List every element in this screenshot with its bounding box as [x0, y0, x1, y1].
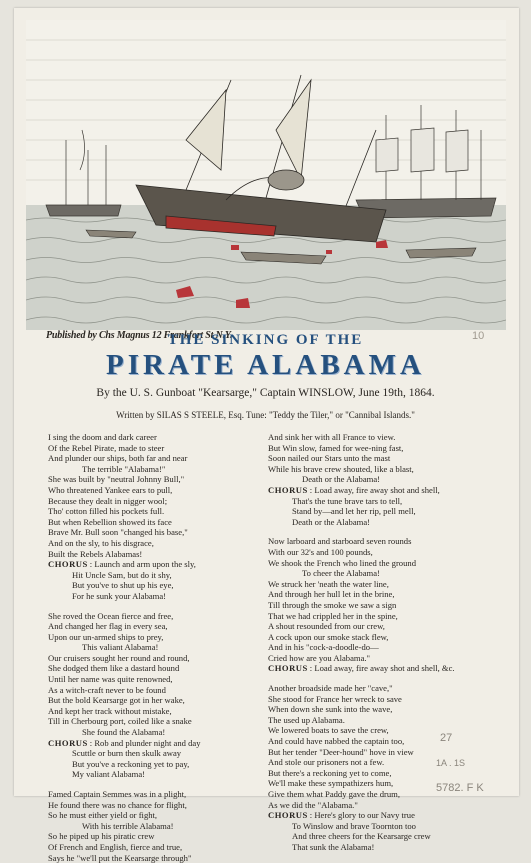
verse-line: Brave Mr. Bull soon "changed his base," — [48, 527, 188, 538]
verse-line: But you've to shut up his eye, — [72, 580, 174, 591]
verse-line: Of French and English, fierce and true, — [48, 841, 183, 852]
publisher-imprint: Published by Chs Magnus 12 Frankfort St N.Y. — [46, 330, 233, 341]
stanza-gap — [48, 602, 260, 611]
verse-line: For he sunk your Alabama! — [72, 590, 167, 601]
verse-line: Death or the Alabama! — [302, 474, 381, 485]
verse-line: My valiant Alabama! — [72, 769, 146, 780]
verse-line: He found there was no chance for flight, — [48, 799, 187, 810]
verse-line: And on the sly, to his disgrace, — [48, 537, 154, 548]
verse-line: And in his "cock-a-doodle-do— — [268, 642, 379, 653]
verse-line: We struck her 'neath the water line, — [268, 578, 389, 589]
verse-line: But the bold Kearsarge got in her wake, — [48, 695, 185, 706]
verse-line: To cheer the Alabama! — [302, 568, 380, 579]
verse-line: As we did the "Alabama." — [268, 799, 358, 810]
verse-line: Upon our un-armed ships to prey, — [48, 631, 164, 642]
verse-line: Now larboard and starboard seven rounds — [268, 536, 412, 547]
verse-line: With his terrible Alabama! — [82, 820, 174, 831]
verse-line: Stand by—and let her rip, pell mell, — [292, 506, 416, 517]
verse-line: I sing the doom and dark career — [48, 432, 157, 442]
pencil-mark-1: 27 — [440, 732, 453, 744]
verse-line: She found the Alabama! — [82, 727, 166, 738]
page-number: 10 — [472, 330, 485, 342]
verse-line: Who threatened Yankee ears to pull, — [48, 484, 173, 495]
verse-line: Says he "we'll put the Kearsarge through" — [48, 852, 192, 863]
verse-line: Hit Uncle Sam, but do it shy, — [72, 569, 172, 580]
chorus-line: CHORUS : Load away, fire away shot and shell, — [268, 484, 440, 495]
verse-line: We'll make these sympathizers hum, — [268, 778, 394, 789]
verse-line: The terrible "Alabama!" — [82, 463, 166, 474]
verse-line: Till through the smoke we saw a sign — [268, 599, 397, 610]
verse-line: Give them what Paddy gave the drum, — [268, 789, 400, 799]
verse-line: But when Rebellion showed its face — [48, 516, 172, 527]
verse-line: And plunder our ships, both far and near — [48, 453, 188, 464]
verse-line: The used up Alabama. — [268, 714, 345, 725]
chorus-line: CHORUS : Launch and arm upon the sly, — [48, 559, 196, 570]
verse-line: When down she sunk into the wave, — [268, 704, 393, 715]
verse-line: Famed Captain Semmes was in a plight, — [48, 789, 187, 799]
verse-line: So he piped up his piratic crew — [48, 831, 155, 842]
stanza-gap — [48, 780, 260, 789]
verse-line: A shout resounded from our crew, — [268, 621, 385, 632]
verse-line: Another broadside made her "cave," — [268, 683, 393, 694]
verse-line: Of the Rebel Pirate, made to steer — [48, 442, 165, 453]
verse-line: And through her hull let in the brine, — [268, 589, 395, 600]
verse-line: Scuttle or burn then skulk away — [72, 748, 182, 759]
verse-line: But her tender "Deer-hound" hove in view — [268, 746, 414, 757]
verse-line: That we had crippled her in the spine, — [268, 610, 398, 621]
naval-battle-illustration — [26, 20, 506, 330]
verse-line: But Win slow, famed for wee-ning fast, — [268, 442, 404, 453]
verse-line: As a witch-craft never to be found — [48, 684, 166, 695]
verse-line: But you've a reckoning yet to pay, — [72, 758, 190, 769]
verse-line: That sunk the Alabama! — [292, 841, 375, 852]
pencil-mark-2: 1A . 1S — [436, 758, 466, 768]
verse-line: She dodged them like a dastard hound — [48, 663, 180, 674]
verse-line: And kept her track without mistake, — [48, 705, 172, 716]
chorus-line: CHORUS : Load away, fire away shot and shell, &c. — [268, 663, 455, 674]
verse-line: Cried how are you Alabama." — [268, 652, 371, 663]
verse-line: A cock upon our smoke stack flew, — [268, 631, 389, 642]
verse-line: And three cheers for the Kearsarge crew — [292, 831, 431, 842]
verse-line: She was built by "neutral Johnny Bull," — [48, 474, 185, 485]
title-line-1: THE SINKING OF THE — [167, 332, 364, 348]
verse-line: But there's a reckoning yet to come, — [268, 767, 392, 778]
author-tune-line: Written by SILAS S STEELE, Esq. Tune: "Teddy the Tiler," or "Cannibal Islands." — [116, 410, 415, 420]
title-line-2: PIRATE ALABAMA — [106, 349, 425, 381]
verse-line: We shook the French who lined the ground — [268, 557, 416, 568]
verse-line: And could have nabbed the captain too, — [268, 736, 405, 747]
verse-line: Until her name was quite renowned, — [48, 674, 173, 685]
chorus-line: CHORUS : Here's glory to our Navy true — [268, 810, 415, 821]
verse-line: She roved the Ocean fierce and free, — [48, 610, 174, 621]
verse-line: Soon nailed our Stars unto the mast — [268, 453, 391, 464]
verse-line: And stole our prisoners not a few. — [268, 757, 385, 768]
stanza-gap — [268, 674, 488, 683]
stanza-gap — [268, 527, 488, 536]
verse-line: With our 32's and 100 pounds, — [268, 546, 373, 557]
verse-line: Because they dealt in nigger wool; — [48, 495, 168, 506]
verse-line: Death or the Alabama! — [292, 516, 371, 527]
verse-line: And sink her with all France to view. — [268, 432, 396, 442]
verse-line: So he must either yield or fight, — [48, 810, 158, 821]
pencil-mark-3: 5782. F K — [436, 782, 484, 794]
verse-line: We lowered boats to save the crew, — [268, 725, 389, 736]
verse-line: Till in Cherbourg port, coiled like a snake — [48, 716, 192, 727]
chorus-line: CHORUS : Rob and plunder night and day — [48, 737, 201, 748]
verse-line: To Winslow and brave Toornton too — [292, 820, 416, 831]
verse-line: And changed her flag in every sea, — [48, 621, 168, 632]
verse-line: While his brave crew shouted, like a blast, — [268, 463, 414, 474]
verse-line: This valiant Alabama! — [82, 642, 159, 653]
verse-line: Tho' cotton filled his pockets full. — [48, 506, 165, 517]
left-verse-column — [48, 432, 260, 863]
byline: By the U. S. Gunboat "Kearsarge," Captain WINSLOW, June 19th, 1864. — [96, 387, 435, 399]
verse-line: She stood for France her wreck to save — [268, 693, 402, 704]
verse-line: Our cruisers sought her round and round, — [48, 652, 190, 663]
verse-line: Built the Rebels Alabamas! — [48, 548, 143, 559]
verse-line: That's the tune brave tars to tell, — [292, 495, 403, 506]
